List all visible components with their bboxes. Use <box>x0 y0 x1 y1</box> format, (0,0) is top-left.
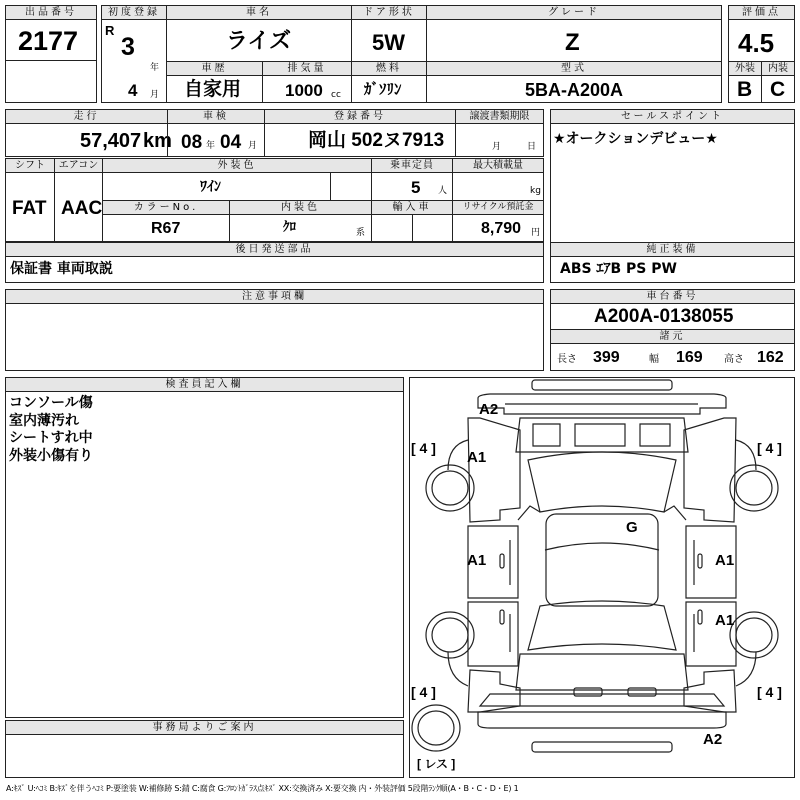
model-code: 5BA-A200A <box>525 80 624 100</box>
fuel-label: 燃料 <box>351 61 427 76</box>
length: 399 <box>593 349 620 366</box>
door-type: 5W <box>372 30 405 55</box>
import-label: 輸入車 <box>371 200 453 215</box>
max-load-label: 最大積載量 <box>452 158 544 173</box>
interior-color: ｸﾛ <box>283 220 296 235</box>
lot-number: 2177 <box>18 26 79 56</box>
door-type-label: ドア形状 <box>351 5 427 20</box>
month-unit: 月 <box>150 90 160 100</box>
recycle-fee: 8,790 <box>481 220 522 237</box>
mark-windshield: G <box>626 519 638 536</box>
transfer-deadline-label: 譲渡書類期限 <box>455 109 544 124</box>
mark-left-front-fender: A1 <box>467 449 487 466</box>
capacity-label: 乗車定員 <box>371 158 453 173</box>
later-parts: 保証書 車両取説 <box>10 261 113 277</box>
exterior-grade: B <box>737 78 753 101</box>
exterior-color: ﾜｲﾝ <box>200 179 221 195</box>
color-no-label: カラーNo. <box>102 200 230 215</box>
mark-right-front-door: A1 <box>715 552 735 569</box>
grade: Z <box>565 29 580 56</box>
lot-number-label: 出品番号 <box>5 5 97 20</box>
era: R <box>105 23 115 38</box>
model-label: 型式 <box>426 61 722 76</box>
equipment: ABS ｴｱB PS PW <box>560 261 677 277</box>
sales-point: ★オークションデビュー★ <box>553 131 718 147</box>
interior-color-label: 内装色 <box>229 200 372 215</box>
notes-cell <box>5 303 544 371</box>
damage-diagram-frame <box>409 377 795 778</box>
inspection-month: 04 <box>220 132 242 153</box>
inspection-year-unit: 年 <box>206 141 216 151</box>
sales-point-label: セールスポイント <box>550 109 795 124</box>
inspector-note: コンソール傷 <box>9 395 93 411</box>
tire-front-left: [ 4 ] <box>411 440 436 456</box>
later-parts-label: 後日発送部品 <box>5 242 544 257</box>
score-label: 評価点 <box>728 5 795 20</box>
inspection-month-unit: 月 <box>248 141 258 151</box>
max-load-unit: kg <box>530 186 541 196</box>
inspection-label: 車検 <box>167 109 265 124</box>
damage-code-legend: A:ｷｽﾞ U:ﾍｺﾐ B:ｷｽﾞを伴うﾍｺﾐ P:要塗装 W:補修跡 S:錆 C:腐食 G:ﾌﾛﾝﾄｶﾞﾗｽ点ｷｽﾞ XX:交換済み X:要交換 内・外装評価 5段階ﾗﾝｸ順(A・B・C・D・E) 1 <box>6 784 519 793</box>
office-cell <box>5 734 404 778</box>
recycle-label: リサイクル預託金 <box>452 200 544 215</box>
first-registration-month: 4 <box>128 81 138 100</box>
first-registration-label: 初度登録 <box>101 5 167 20</box>
shift: FAT <box>12 198 47 219</box>
lot-number-lower-cell <box>5 60 97 103</box>
spare-tire-status: [ レス ] <box>417 757 456 771</box>
office-label: 事務局よりご案内 <box>5 720 404 735</box>
grade-label: グレード <box>426 5 722 20</box>
length-label: 長さ <box>557 354 577 365</box>
mark-rear-bumper: A2 <box>703 731 723 748</box>
interior-color-cell <box>229 214 372 242</box>
displacement-unit: cc <box>331 90 341 100</box>
history: 自家用 <box>184 79 242 100</box>
displacement-label: 排気量 <box>262 61 352 76</box>
width: 169 <box>676 349 703 366</box>
equipment-label: 純正装備 <box>550 242 795 257</box>
interior-grade-label: 内装 <box>761 61 795 76</box>
transfer-month-unit: 月 <box>492 142 502 152</box>
mark-front-bumper: A2 <box>479 401 499 418</box>
interior-grade: C <box>770 78 786 101</box>
capacity-unit: 人 <box>438 186 448 196</box>
history-label: 車歴 <box>166 61 263 76</box>
registration-label: 登録番号 <box>264 109 456 124</box>
registration-number: 岡山 502ヌ7913 <box>308 130 445 151</box>
displacement: 1000 <box>285 81 323 100</box>
chassis-label: 車台番号 <box>550 289 795 304</box>
year-unit: 年 <box>150 63 160 73</box>
specs-label: 諸元 <box>550 329 795 344</box>
fuel: ｶﾞｿﾘﾝ <box>364 80 402 98</box>
inspector-note: シートすれ中 <box>9 430 93 446</box>
color-no: R67 <box>151 220 181 237</box>
car-name-label: 車名 <box>166 5 352 20</box>
height: 162 <box>757 349 784 366</box>
height-label: 高さ <box>724 354 744 365</box>
mileage-unit: km <box>143 130 172 152</box>
tire-rear-right: [ 4 ] <box>757 684 782 700</box>
notes-label: 注意事項欄 <box>5 289 544 304</box>
car-name: ライズ <box>226 28 292 53</box>
aircon-label: エアコン <box>54 158 103 173</box>
width-label: 幅 <box>649 354 659 365</box>
recycle-unit: 円 <box>531 228 541 238</box>
score: 4.5 <box>738 28 775 58</box>
mark-left-front-door: A1 <box>467 552 487 569</box>
transfer-day-unit: 日 <box>527 142 537 152</box>
capacity: 5 <box>411 178 421 197</box>
aircon: AAC <box>61 198 103 219</box>
interior-color-unit: 系 <box>356 228 366 238</box>
exterior-grade-label: 外装 <box>728 61 762 76</box>
inspection-year: 08 <box>181 132 203 153</box>
first-registration-year: 3 <box>121 33 135 61</box>
mileage: 57,407 <box>80 130 142 152</box>
inspector-label: 検査員記入欄 <box>5 377 404 392</box>
import-cell-left <box>371 214 413 242</box>
shift-label: シフト <box>5 158 55 173</box>
tire-rear-left: [ 4 ] <box>411 684 436 700</box>
mark-right-rear-door: A1 <box>715 612 735 629</box>
exterior-color-label: 外装色 <box>102 158 372 173</box>
inspector-note: 室内薄汚れ <box>9 412 79 429</box>
tire-front-right: [ 4 ] <box>757 440 782 456</box>
chassis-number: A200A-0138055 <box>594 306 734 327</box>
inspector-note: 外装小傷有り <box>9 447 93 464</box>
import-cell-right <box>412 214 453 242</box>
mileage-label: 走行 <box>5 109 168 124</box>
inspector-notes <box>9 395 93 465</box>
exterior-color-extra-cell <box>330 172 372 201</box>
